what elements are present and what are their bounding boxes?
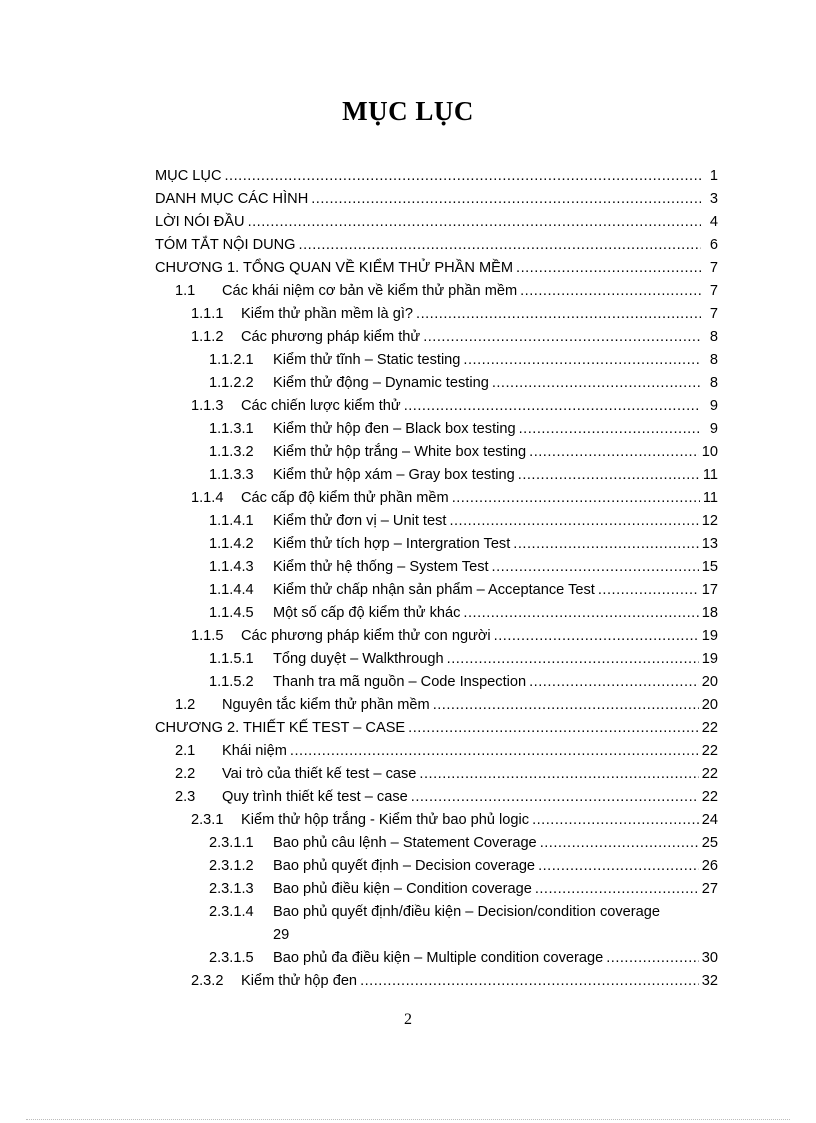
toc-dot-leader (404, 395, 701, 418)
toc-entry[interactable] (155, 188, 718, 211)
toc-dot-leader (538, 855, 699, 878)
toc-entry-number: 2.3.1.3 (209, 881, 254, 897)
toc-entry[interactable] (155, 648, 718, 671)
toc-entry-number: 2.3 (175, 789, 196, 805)
toc-entry-page: 22 (701, 766, 718, 782)
toc-entry-page: 30 (701, 950, 718, 966)
toc-entry-page: 7 (709, 306, 718, 322)
toc-entry-title: Bao phủ đa điều kiện – Multiple condition coverage (273, 950, 604, 966)
toc-entry-title: Bao phủ điều kiện – Condition coverage (273, 881, 532, 897)
toc-entry[interactable] (155, 602, 718, 625)
toc-entry-title: Các khái niệm cơ bản về kiểm thử phần mềm (222, 283, 518, 299)
toc-entry-number: 1.1.4.5 (209, 605, 254, 621)
toc-dot-leader (423, 326, 701, 349)
toc-entry[interactable] (155, 280, 718, 303)
toc-dot-leader (299, 234, 701, 257)
toc-entry[interactable] (155, 165, 718, 188)
toc-dot-leader (520, 280, 701, 303)
toc-entry-page: 18 (701, 605, 718, 621)
toc-entry[interactable] (155, 326, 718, 349)
toc-entry-number: 2.3.1.5 (209, 950, 254, 966)
toc-entry-number: 1.1.2 (191, 329, 224, 345)
toc-entry-title: DANH MỤC CÁC HÌNH (155, 191, 309, 207)
toc-entry-page: 11 (702, 467, 718, 483)
toc-entry[interactable] (155, 855, 718, 878)
toc-dot-leader (463, 602, 698, 625)
toc-entry-page: 27 (701, 881, 718, 897)
toc-entry-title: Bao phủ quyết định/điều kiện – Decision/condition coverage (273, 904, 660, 920)
toc-entry[interactable] (155, 211, 718, 234)
toc-entry-number: 1.1 (175, 283, 196, 299)
toc-dot-leader (419, 763, 698, 786)
toc-entry-number: 1.1.4.2 (209, 536, 254, 552)
toc-dot-leader (224, 165, 701, 188)
toc-entry-page: 8 (709, 352, 718, 368)
toc-dot-leader (606, 947, 699, 970)
toc-entry-page: 11 (702, 490, 718, 506)
toc-dot-leader (532, 809, 699, 832)
toc-entry-title: Kiểm thử hộp đen (241, 973, 358, 989)
toc-dot-leader (408, 717, 699, 740)
toc-entry[interactable] (155, 234, 718, 257)
toc-dot-leader (433, 694, 699, 717)
toc-entry-page: 17 (701, 582, 718, 598)
toc-entry[interactable] (155, 901, 718, 947)
toc-entry-page: 3 (709, 191, 718, 207)
toc-entry[interactable] (155, 579, 718, 602)
toc-entry-page: 6 (709, 237, 718, 253)
toc-dot-leader (447, 648, 699, 671)
toc-entry-title: Nguyên tắc kiểm thử phần mềm (222, 697, 430, 713)
toc-dot-leader (463, 349, 701, 372)
toc-entry-page: 22 (701, 789, 718, 805)
toc-entry-page: 29 (273, 927, 290, 943)
toc-entry[interactable] (155, 970, 718, 993)
toc-entry[interactable] (155, 786, 718, 809)
toc-entry[interactable] (155, 395, 718, 418)
toc-entry-title: Bao phủ quyết định – Decision coverage (273, 858, 536, 874)
toc-entry-page: 7 (709, 283, 718, 299)
toc-entry-page: 10 (701, 444, 718, 460)
toc-entry-page: 20 (701, 697, 718, 713)
toc-dot-leader (411, 786, 699, 809)
toc-entry-page: 22 (701, 743, 718, 759)
toc-entry[interactable] (155, 763, 718, 786)
toc-dot-leader (518, 464, 700, 487)
toc-dot-leader (535, 878, 699, 901)
toc-entry-page: 12 (701, 513, 718, 529)
toc-dot-leader (529, 441, 699, 464)
toc-entry-title: Các chiến lược kiểm thử (241, 398, 401, 414)
toc-entry-title: Kiểm thử đơn vị – Unit test (273, 513, 447, 529)
table-of-contents (155, 165, 718, 993)
toc-entry-title: Các phương pháp kiểm thử con người (241, 628, 491, 644)
toc-entry-page: 7 (709, 260, 718, 276)
toc-entry-title: Một số cấp độ kiểm thử khác (273, 605, 461, 621)
toc-entry-title: Kiểm thử hộp đen – Black box testing (273, 421, 516, 437)
toc-dot-leader (540, 832, 699, 855)
toc-dot-leader (519, 418, 701, 441)
toc-entry-title: LỜI NÓI ĐẦU (155, 214, 245, 230)
toc-entry-title: CHƯƠNG 2. THIẾT KẾ TEST – CASE (155, 720, 406, 736)
toc-dot-leader (449, 510, 698, 533)
toc-entry-page: 24 (701, 812, 718, 828)
toc-dot-leader (494, 625, 699, 648)
toc-entry[interactable] (155, 694, 718, 717)
toc-entry-number: 1.1.3.3 (209, 467, 254, 483)
toc-dot-leader (248, 211, 701, 234)
toc-entry[interactable] (155, 441, 718, 464)
toc-entry-number: 1.1.5.2 (209, 674, 254, 690)
toc-dot-leader (492, 556, 699, 579)
toc-entry[interactable] (155, 510, 718, 533)
toc-entry-page: 1 (709, 168, 718, 184)
toc-entry-number: 2.3.1.2 (209, 858, 254, 874)
toc-entry-title: Kiểm thử hộp trắng - Kiểm thử bao phủ logic (241, 812, 530, 828)
toc-entry-number: 2.3.1.1 (209, 835, 254, 851)
toc-entry-page: 26 (701, 858, 718, 874)
toc-entry-page: 13 (701, 536, 718, 552)
toc-entry-number: 1.1.4.3 (209, 559, 254, 575)
toc-entry-number: 2.2 (175, 766, 196, 782)
toc-entry[interactable] (155, 809, 718, 832)
toc-entry-number: 2.1 (175, 743, 196, 759)
toc-entry-title: Kiểm thử tĩnh – Static testing (273, 352, 461, 368)
toc-entry-page: 32 (701, 973, 718, 989)
toc-entry-page: 20 (701, 674, 718, 690)
toc-entry[interactable] (155, 878, 718, 901)
toc-entry-number: 1.1.4.1 (209, 513, 254, 529)
toc-entry-page: 15 (701, 559, 718, 575)
toc-entry[interactable] (155, 556, 718, 579)
toc-entry-title: CHƯƠNG 1. TỔNG QUAN VỀ KIỂM THỬ PHẦN MỀM (155, 260, 514, 276)
toc-dot-leader (416, 303, 701, 326)
toc-entry-number: 1.1.2.2 (209, 375, 254, 391)
toc-entry-number: 1.1.5 (191, 628, 224, 644)
toc-entry-title: Kiểm thử phần mềm là gì? (241, 306, 414, 322)
page-bottom-rule (26, 1119, 790, 1120)
toc-entry-number: 1.1.1 (191, 306, 224, 322)
toc-entry-number: 2.3.2 (191, 973, 224, 989)
toc-entry-title: Khái niệm (222, 743, 287, 759)
toc-dot-leader (360, 970, 699, 993)
toc-entry-number: 1.1.4 (191, 490, 224, 506)
toc-entry-title: Kiểm thử chấp nhận sản phẩm – Acceptance Test (273, 582, 595, 598)
toc-entry-title: Kiểm thử tích hợp – Intergration Test (273, 536, 511, 552)
toc-entry-title: Các cấp độ kiểm thử phần mềm (241, 490, 449, 506)
toc-entry-title: Các phương pháp kiểm thử (241, 329, 421, 345)
toc-entry-page: 9 (709, 398, 718, 414)
toc-entry[interactable] (155, 257, 718, 280)
toc-entry[interactable] (155, 832, 718, 855)
toc-entry-page: 8 (709, 375, 718, 391)
toc-dot-leader (516, 257, 701, 280)
toc-entry-page: 8 (709, 329, 718, 345)
toc-entry[interactable] (155, 717, 718, 740)
toc-dot-leader (492, 372, 701, 395)
toc-entry-page: 4 (709, 214, 718, 230)
toc-entry-number: 1.1.3 (191, 398, 224, 414)
toc-entry-page: 19 (701, 651, 718, 667)
toc-entry-title: Vai trò của thiết kế test – case (222, 766, 417, 782)
toc-entry-title: Kiểm thử hệ thống – System Test (273, 559, 489, 575)
toc-dot-leader (513, 533, 698, 556)
toc-entry[interactable] (155, 418, 718, 441)
toc-entry-title: Kiểm thử hộp trắng – White box testing (273, 444, 527, 460)
toc-dot-leader (290, 740, 699, 763)
toc-entry-number: 2.3.1 (191, 812, 224, 828)
toc-entry[interactable] (155, 947, 718, 970)
toc-dot-leader (598, 579, 699, 602)
toc-dot-leader (452, 487, 700, 510)
toc-entry[interactable] (155, 349, 718, 372)
toc-entry-number: 1.2 (175, 697, 196, 713)
page-number: 2 (404, 1011, 412, 1028)
toc-entry-number: 1.1.2.1 (209, 352, 254, 368)
toc-entry-title: TÓM TẮT NỘI DUNG (155, 237, 296, 253)
toc-entry-title: Thanh tra mã nguồn – Code Inspection (273, 674, 527, 690)
toc-entry-page: 25 (701, 835, 718, 851)
toc-entry-title: Kiểm thử hộp xám – Gray box testing (273, 467, 515, 483)
toc-entry-number: 1.1.4.4 (209, 582, 254, 598)
toc-entry[interactable] (155, 372, 718, 395)
toc-dot-leader (529, 671, 699, 694)
toc-entry[interactable] (155, 625, 718, 648)
toc-entry[interactable] (155, 487, 718, 510)
toc-entry[interactable] (155, 303, 718, 326)
toc-entry-number: 1.1.3.1 (209, 421, 254, 437)
toc-entry-page: 19 (701, 628, 718, 644)
toc-entry[interactable] (155, 464, 718, 487)
toc-entry-number: 1.1.3.2 (209, 444, 254, 460)
toc-entry-page: 9 (709, 421, 718, 437)
toc-entry-page: 22 (701, 720, 718, 736)
toc-dot-leader (311, 188, 701, 211)
toc-entry-title: Bao phủ câu lệnh – Statement Coverage (273, 835, 537, 851)
page-title: MỤC LỤC (342, 96, 474, 126)
toc-entry-title: Tổng duyệt – Walkthrough (273, 651, 444, 667)
toc-entry-title: MỤC LỤC (155, 168, 222, 184)
toc-entry-title: Kiểm thử động – Dynamic testing (273, 375, 489, 391)
toc-entry[interactable] (155, 740, 718, 763)
toc-entry-number: 2.3.1.4 (209, 904, 254, 920)
toc-entry[interactable] (155, 671, 718, 694)
toc-entry-number: 1.1.5.1 (209, 651, 254, 667)
toc-entry[interactable] (155, 533, 718, 556)
toc-entry-title: Quy trình thiết kế test – case (222, 789, 408, 805)
